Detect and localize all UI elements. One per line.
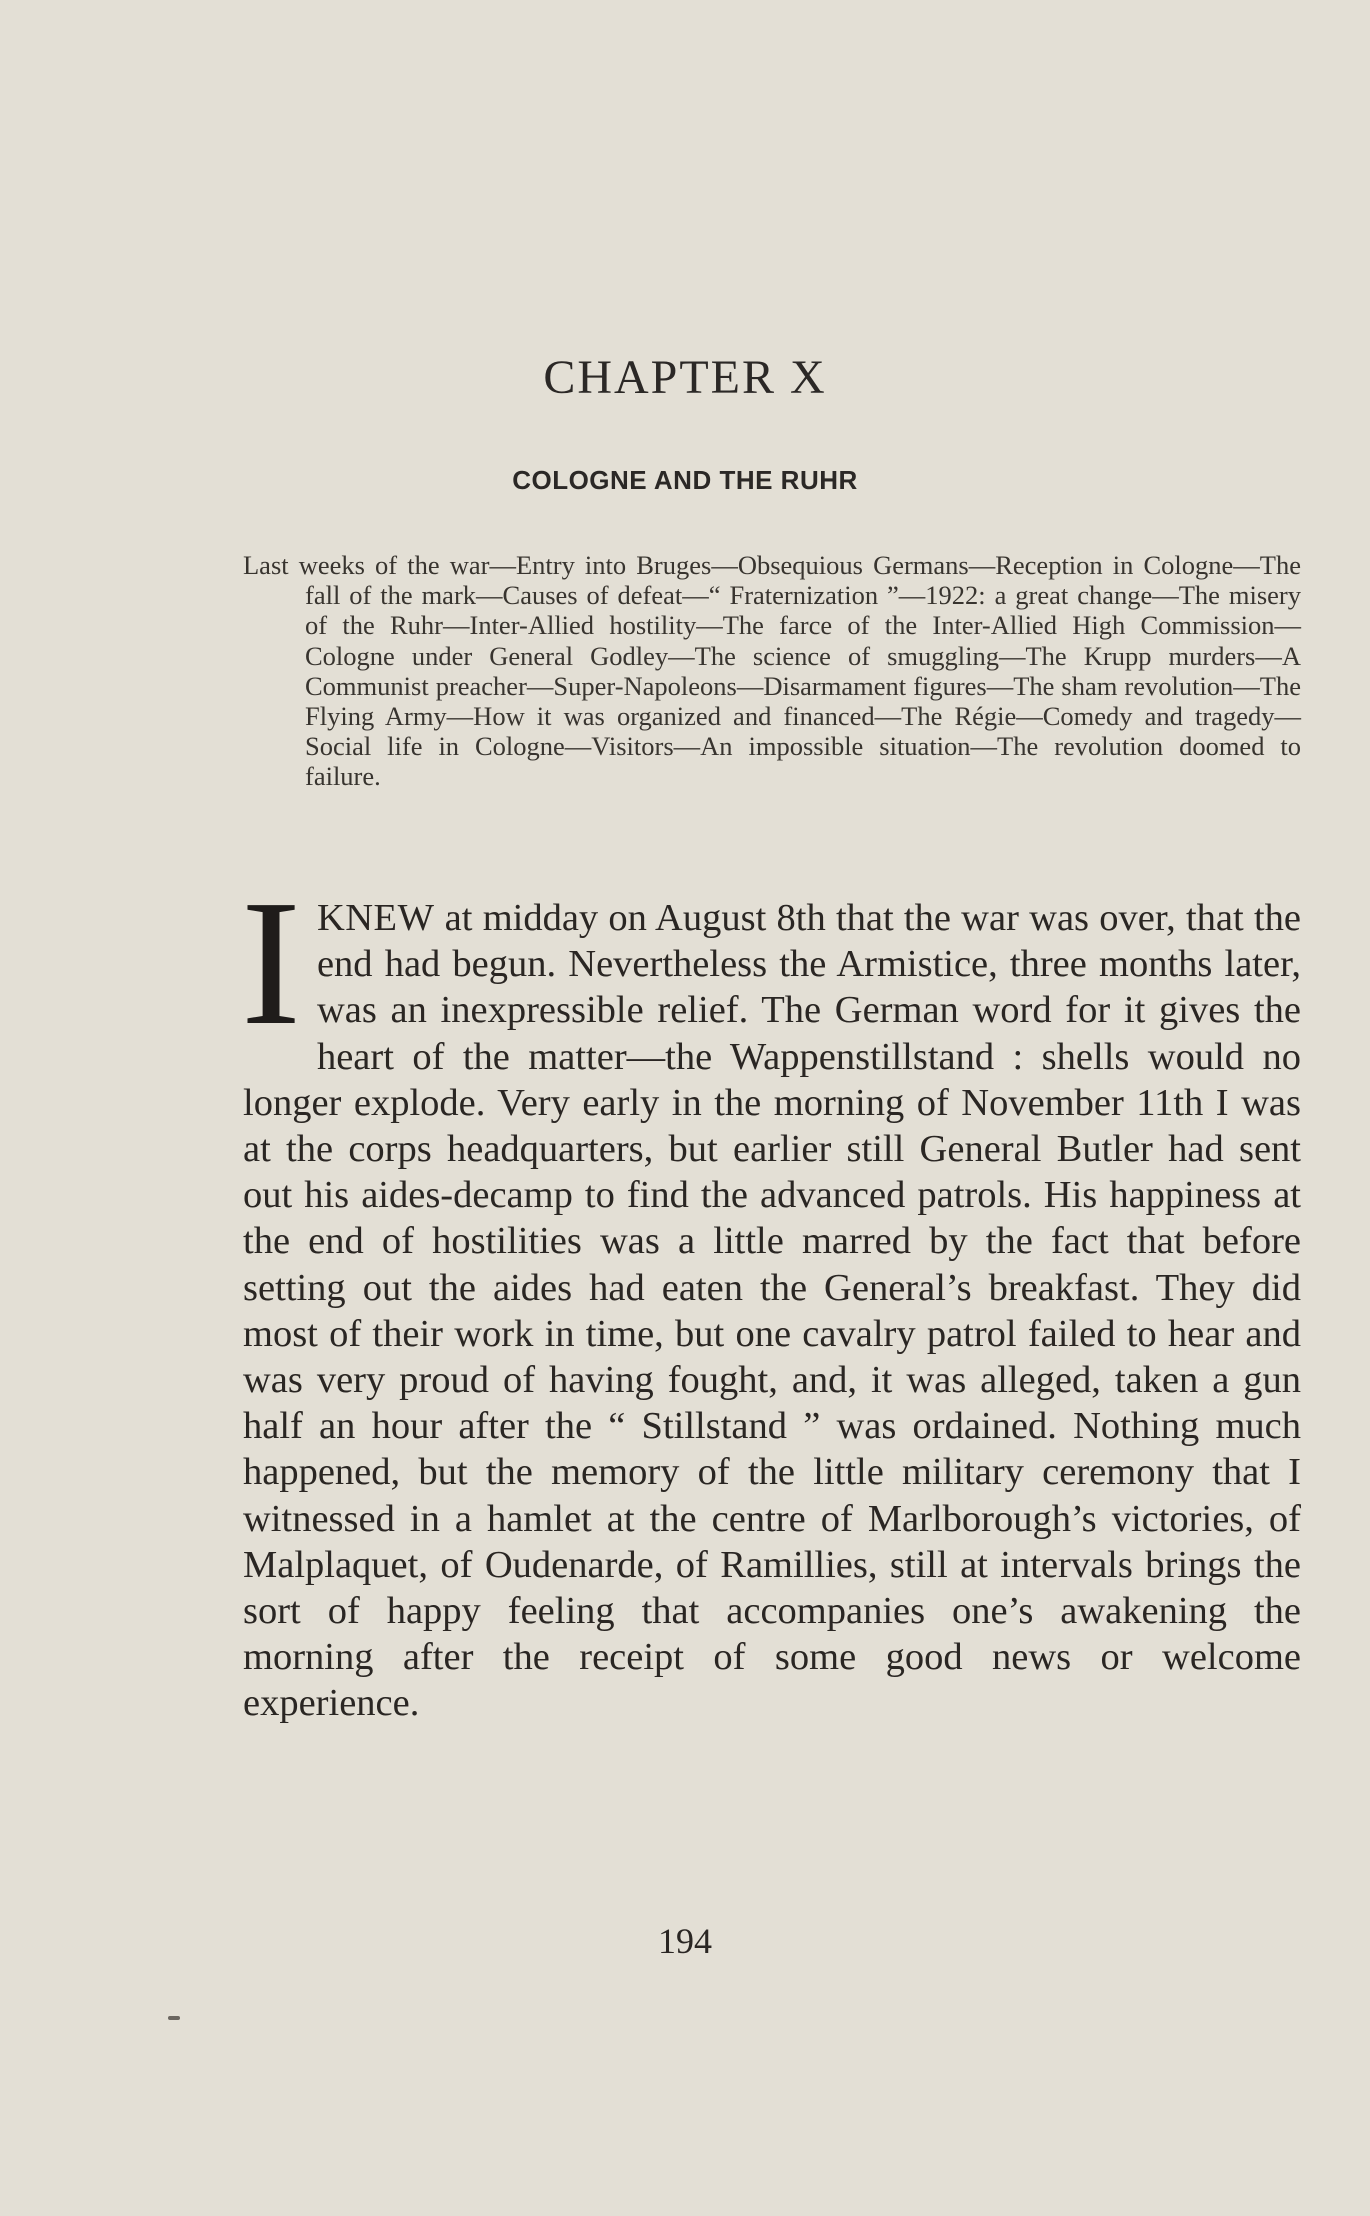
first-word: KNEW [316,897,435,939]
paper-speck [168,2016,180,2020]
chapter-synopsis: Last weeks of the war—Entry into Bruges—Obsequious Germans—Reception in Cologne—The fall of the mark—Causes of defeat—“ Fraternization ”—1922: a great change—The misery of the Ruhr—Inter-Allied hostility—The farce of the Inter-Allied High Commission—Cologne under General Godley—The science of smuggling—The Krupp murders—A Communist preacher—Super-Napoleons—Disarmament figures—The sham revolution—The Flying Army—How it was organized and financed—The Régie—Comedy and tragedy—Social life in Cologne—Visitors—An impossible situation—The revolution doomed to failure. [243,550,1301,792]
page-number: 194 [658,1921,712,1961]
paragraph-text: at midday on August 8th that the war was over, that the end had begun. Nevertheless the Armistice, three months later, was an inexpressible relief. The German word for it gives the heart of the matter—the Wappenstillstand : shells would no longer explode. Very early in the morning of November 11th I was at the corps headquarters, but earlier still General Butler had sent out his aides-decamp to find the advanced patrols. His happiness at the end of hostilities was a little marred by the fact that before setting out the aides had eaten the General’s breakfast. They did most of their work in time, but one cavalry patrol failed to hear and was very proud of having fought, and, it was alleged, taken a gun half an hour after the “ Stillstand ” was ordained. Nothing much happened, but the memory of the little military ceremony that I witnessed in a hamlet at the centre of Marlborough’s victories, of Malplaquet, of Oudenarde, of Ramillies, still at intervals brings the sort of happy feeling that accompanies one’s awakening the morning after the receipt of some good news or welcome experience. [243,897,1301,1725]
chapter-heading: CHAPTER X [543,351,827,404]
drop-cap: I [241,863,301,1062]
chapter-subtitle: COLOGNE AND THE RUHR [512,465,858,495]
body-paragraph [241,863,1301,1727]
